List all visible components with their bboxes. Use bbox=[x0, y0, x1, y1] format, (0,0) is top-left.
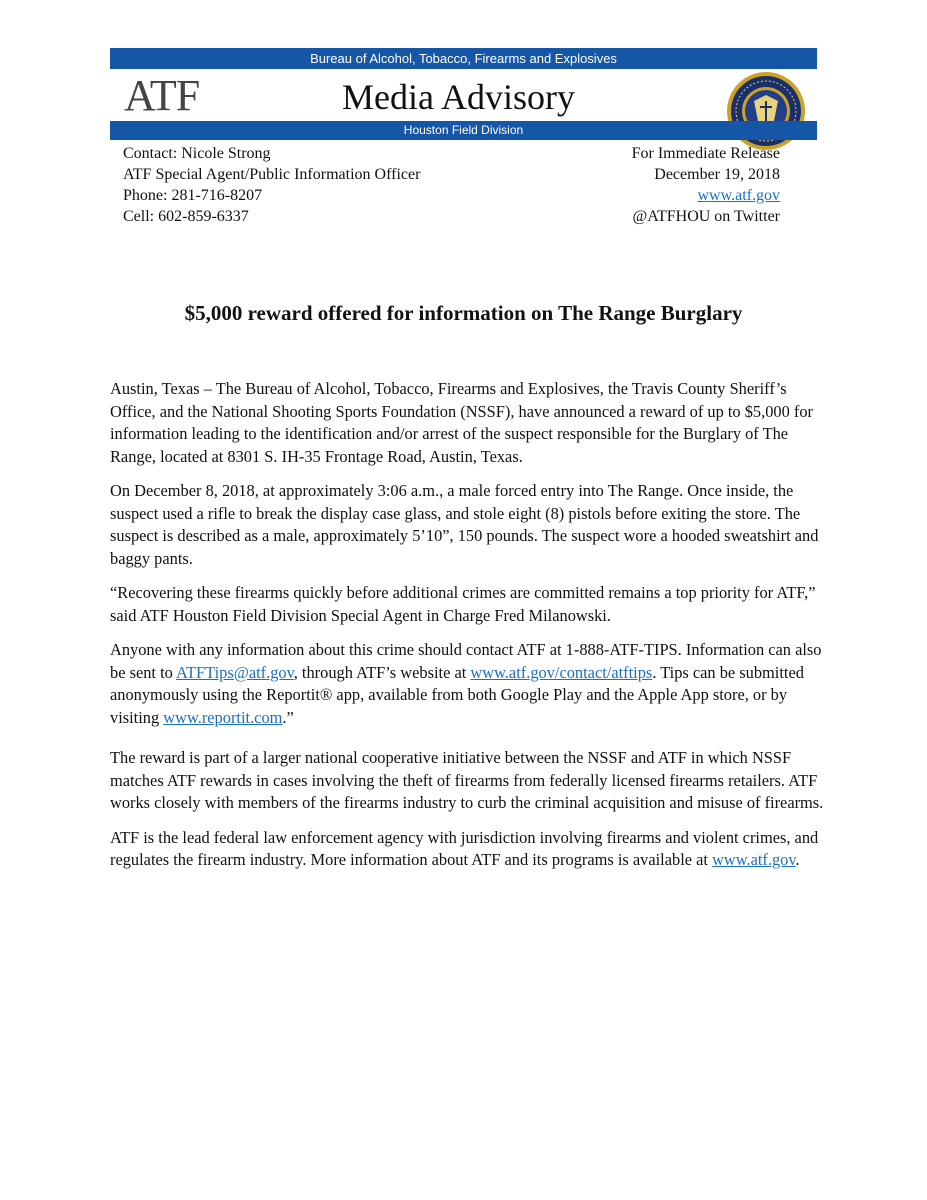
atf-logo: ATF bbox=[124, 71, 200, 120]
division-banner bbox=[110, 121, 817, 140]
headline: $5,000 reward offered for information on The Range Burglary bbox=[184, 301, 743, 325]
paragraph-incident: On December 8, 2018, at approximately 3:06 a.m., a male forced entry into The Range. Once inside, the suspect used a rifle to break the display case glass, and stole eight (8) pistols before exiting the store. The suspect is described as a male, approximately 5’10”, 150 pounds. The suspect wore a hooded sweatshirt and baggy pants. bbox=[110, 481, 819, 568]
atf-website-link[interactable]: www.atf.gov bbox=[712, 850, 796, 869]
contact-block bbox=[123, 143, 420, 227]
website-link[interactable]: www.atf.gov bbox=[697, 187, 780, 204]
contact-name: Contact: Nicole Strong bbox=[123, 145, 271, 162]
release-block bbox=[632, 143, 780, 227]
agency-name: Bureau of Alcohol, Tobacco, Firearms and Explosives bbox=[310, 51, 617, 66]
paragraph-quote: “Recovering these firearms quickly before additional crimes are committed remains a top priority for ATF,” said ATF Houston Field Division Special Agent in Charge Fred Milanowski. bbox=[110, 583, 816, 625]
article-body bbox=[110, 378, 825, 884]
paragraph-contact-info: Anyone with any information about this crime should contact ATF at 1-888-ATF-TIPS. Information can also be sent to ATFTips@atf.gov, through ATF’s website at www.atf.gov/contact/atftips. Tips can be submitted anonymously using the Reportit® app, available from both Google Play and the Apple App store, or by visiting www.reportit.com.” bbox=[110, 640, 822, 727]
reportit-link[interactable]: www.reportit.com bbox=[163, 707, 283, 727]
twitter-handle: @ATFHOU on Twitter bbox=[632, 208, 780, 225]
release-date: December 19, 2018 bbox=[654, 166, 780, 183]
paragraph-intro: Austin, Texas – The Bureau of Alcohol, Tobacco, Firearms and Explosives, the Travis County Sheriff’s Office, and the National Shooting Sports Foundation (NSSF), have announced a reward of up to $5,000 for information leading to the identification and/or arrest of the suspect responsible for the Burglary of The Range, located at 8301 S. IH-35 Frontage Road, Austin, Texas. bbox=[110, 379, 814, 466]
contact-phone: Phone: 281-716-8207 bbox=[123, 187, 263, 204]
page-title: Media Advisory bbox=[342, 77, 575, 117]
contact-role: ATF Special Agent/Public Information Officer bbox=[123, 166, 421, 183]
release-status: For Immediate Release bbox=[631, 145, 780, 162]
paragraph-about: ATF is the lead federal law enforcement agency with jurisdiction involving firearms and violent crimes, and regulates the firearm industry. More information about ATF and its programs is available at www.atf.gov. bbox=[110, 827, 819, 869]
paragraph-initiative: The reward is part of a larger national cooperative initiative between the NSSF and ATF in which NSSF matches ATF rewards in cases involving the theft of firearms from federally licensed firearms retailers. ATF works closely with members of the firearms industry to curb the criminal acquisition and misuse of firearms. bbox=[110, 748, 824, 812]
division-name: Houston Field Division bbox=[403, 123, 524, 137]
agency-banner bbox=[110, 48, 817, 69]
contact-cell: Cell: 602-859-6337 bbox=[123, 208, 249, 225]
atftips-website-link[interactable]: www.atf.gov/contact/atftips bbox=[470, 662, 653, 682]
tips-email-link[interactable]: ATFTips@atf.gov bbox=[176, 662, 294, 682]
